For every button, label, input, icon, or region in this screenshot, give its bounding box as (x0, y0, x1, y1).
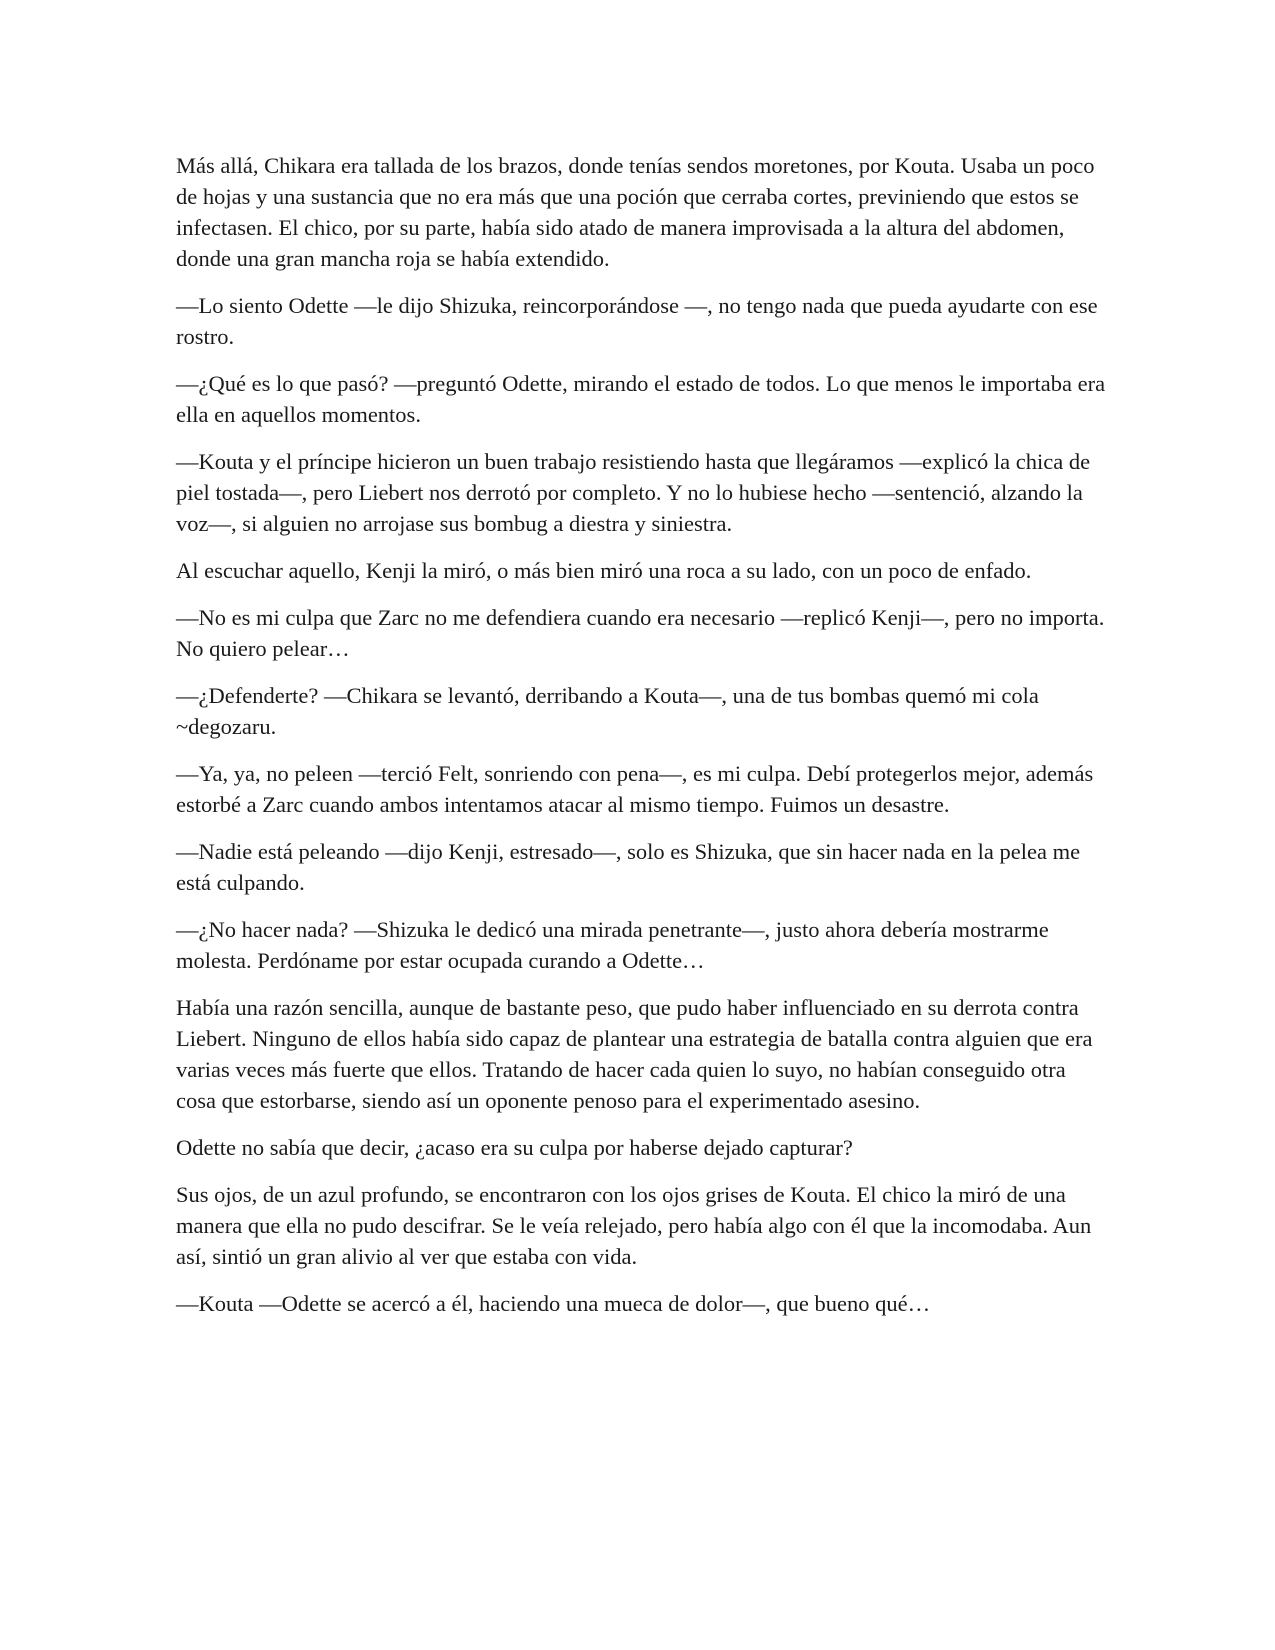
paragraph: Había una razón sencilla, aunque de bastante peso, que pudo haber influenciado en su derrota contra Liebert. Ninguno de ellos había sido capaz de plantear una estrategia de batalla contra alguien que era varias veces más fuerte que ellos. Tratando de hacer cada quien lo suyo, no habían conseguido otra cosa que estorbarse, siendo así un oponente penoso para el experimentado asesino. (176, 995, 1093, 1113)
paragraph: —¿Qué es lo que pasó? —preguntó Odette, mirando el estado de todos. Lo que menos le importaba era ella en aquellos momentos. (176, 371, 1106, 427)
paragraph: Al escuchar aquello, Kenji la miró, o más bien miró una roca a su lado, con un poco de enfado. (176, 558, 1032, 583)
paragraph: —Kouta y el príncipe hicieron un buen trabajo resistiendo hasta que llegáramos —explicó la chica de piel tostada—, pero Liebert nos derrotó por completo. Y no lo hubiese hecho —sentenció, alzando la voz—, si alguien no arrojase sus bombug a diestra y siniestra. (176, 449, 1091, 536)
document-page (176, 150, 1108, 1335)
paragraph: Odette no sabía que decir, ¿acaso era su culpa por haberse dejado capturar? (176, 1135, 853, 1160)
paragraph: —¿Defenderte? —Chikara se levantó, derribando a Kouta—, una de tus bombas quemó mi cola ~degozaru. (176, 683, 1039, 739)
paragraph: —Lo siento Odette —le dijo Shizuka, reincorporándose —, no tengo nada que pueda ayudarte con ese rostro. (176, 293, 1098, 349)
paragraph: —Kouta —Odette se acercó a él, haciendo una mueca de dolor—, que bueno qué… (176, 1291, 931, 1316)
paragraph: Sus ojos, de un azul profundo, se encontraron con los ojos grises de Kouta. El chico la miró de una manera que ella no pudo descifrar. Se le veía relejado, pero había algo con él que la incomodaba. Aun así, sintió un gran alivio al ver que estaba con vida. (176, 1182, 1092, 1269)
paragraph: —No es mi culpa que Zarc no me defendiera cuando era necesario —replicó Kenji—, pero no importa. No quiero pelear… (176, 605, 1105, 661)
paragraph: —Ya, ya, no peleen —terció Felt, sonriendo con pena—, es mi culpa. Debí protegerlos mejor, además estorbé a Zarc cuando ambos intentamos atacar al mismo tiempo. Fuimos un desastre. (176, 761, 1094, 817)
paragraph: —¿No hacer nada? —Shizuka le dedicó una mirada penetrante—, justo ahora debería mostrarme molesta. Perdóname por estar ocupada curando a Odette… (176, 917, 1049, 973)
paragraph: Más allá, Chikara era tallada de los brazos, donde tenías sendos moretones, por Kouta. Usaba un poco de hojas y una sustancia que no era más que una poción que cerraba cortes, previniendo que estos se infectasen. El chico, por su parte, había sido atado de manera improvisada a la altura del abdomen, donde una gran mancha roja se había extendido. (176, 153, 1095, 271)
paragraph: —Nadie está peleando —dijo Kenji, estresado—, solo es Shizuka, que sin hacer nada en la pelea me está culpando. (176, 839, 1081, 895)
